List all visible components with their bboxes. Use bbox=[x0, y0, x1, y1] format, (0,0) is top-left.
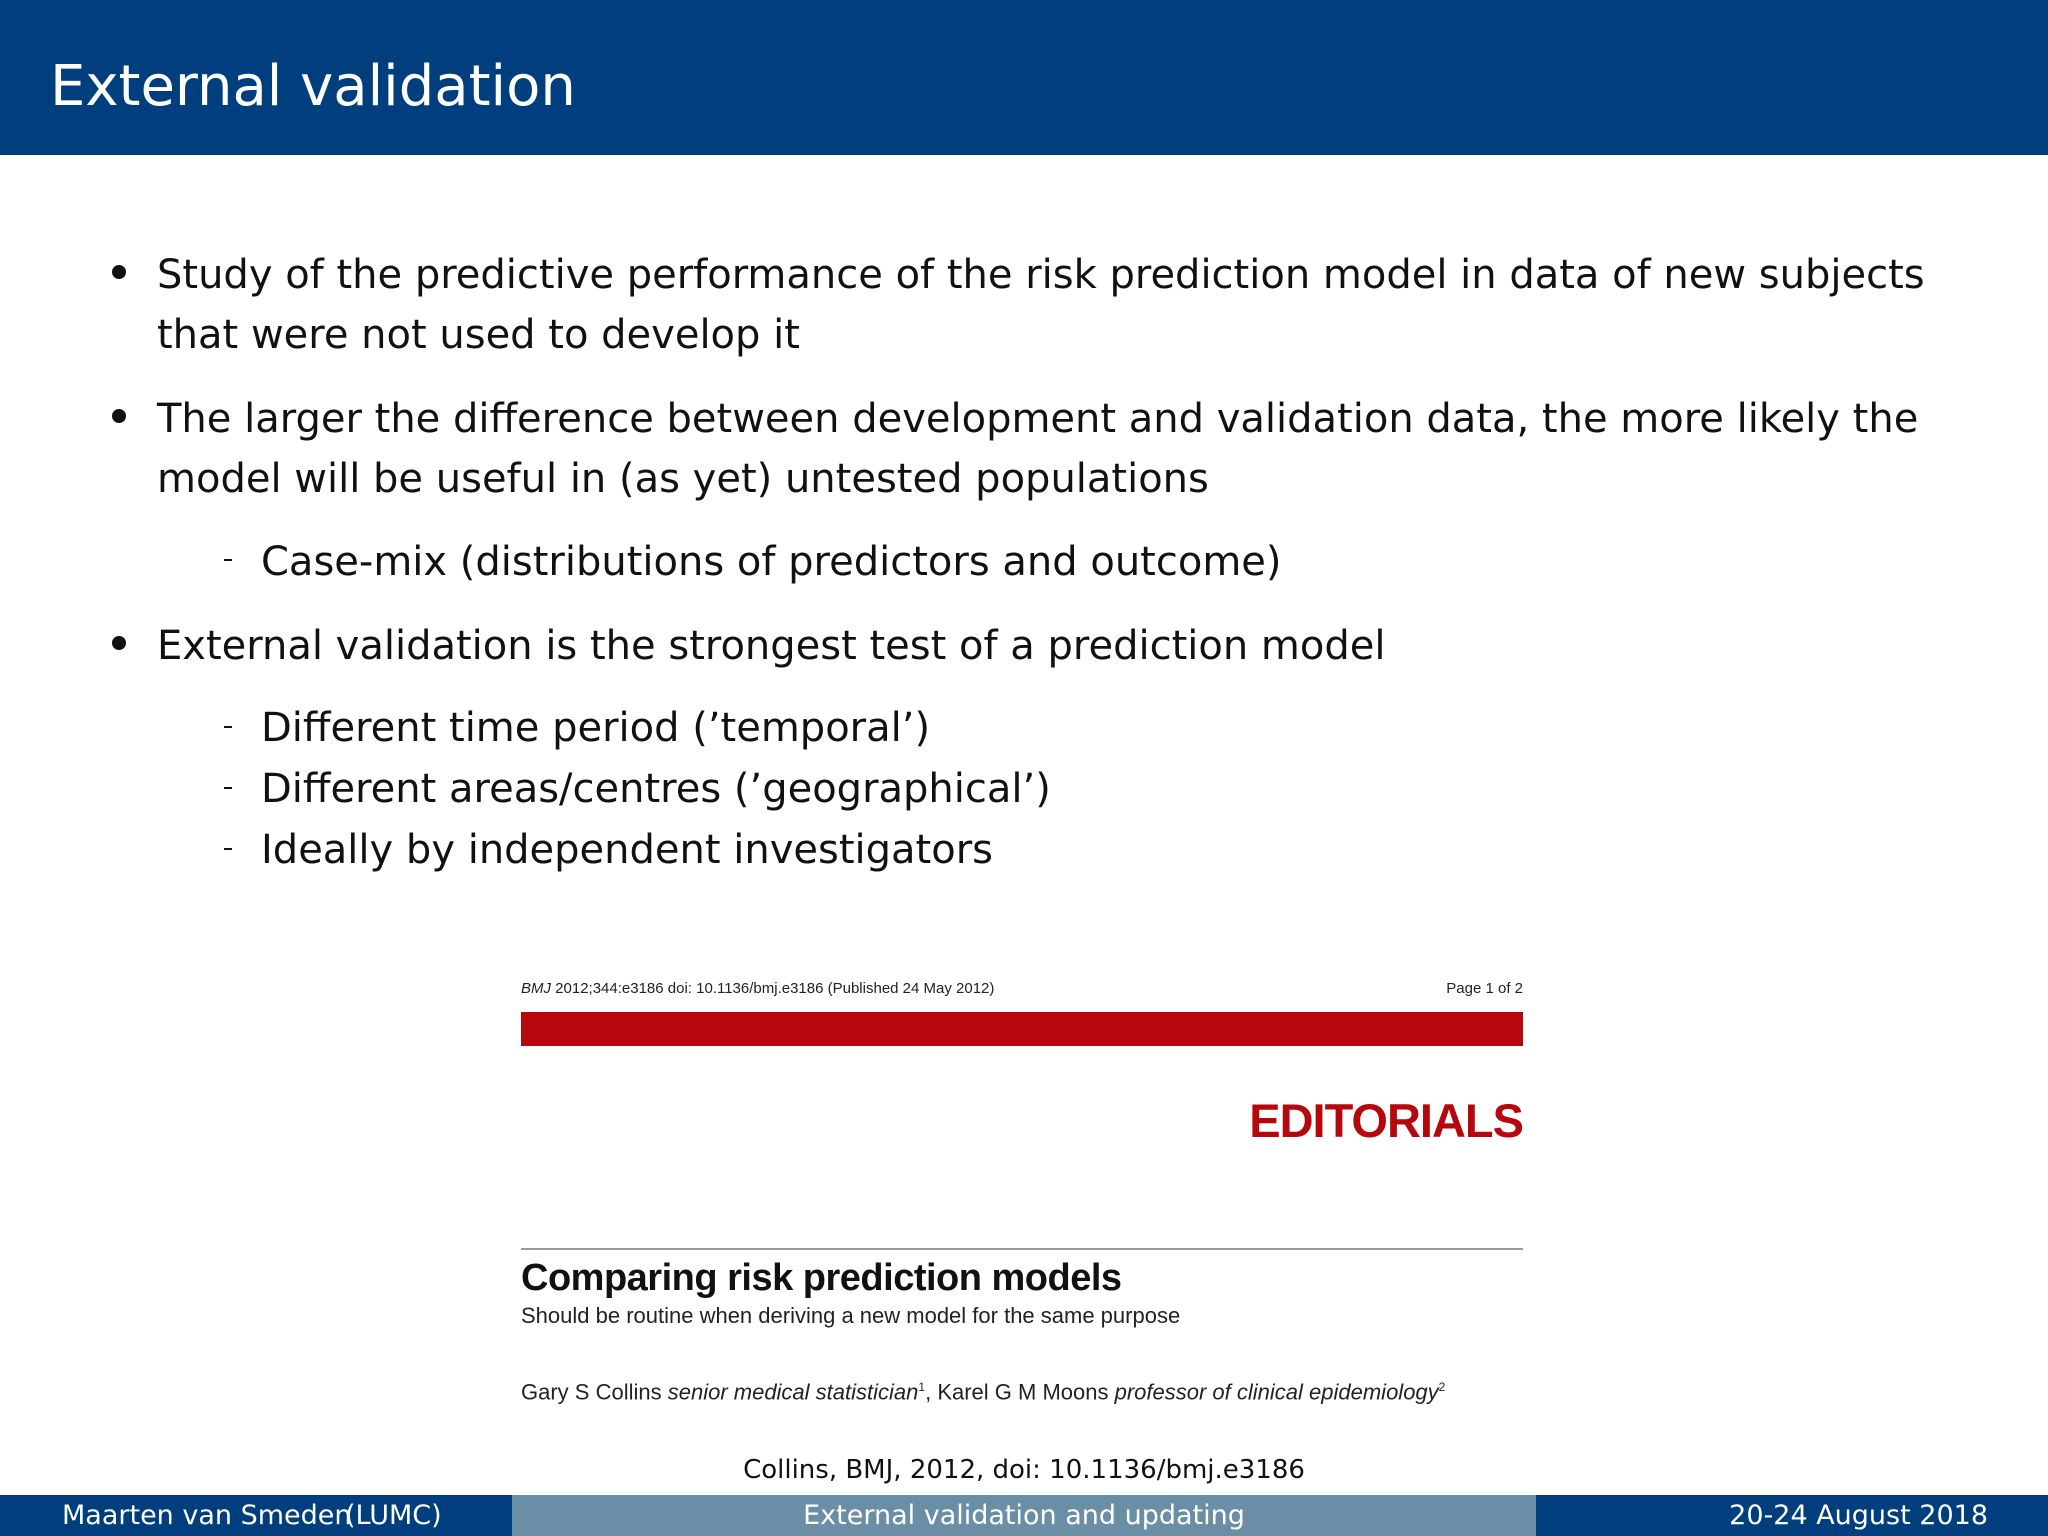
slide-title: External validation bbox=[50, 54, 576, 119]
author-2-affiliation: 2 bbox=[1438, 1380, 1446, 1394]
footer-date: 20-24 August 2018 bbox=[1729, 1500, 1988, 1531]
bullet-marker bbox=[112, 409, 126, 423]
bullet-3-sub-3: Ideally by independent investigators bbox=[261, 827, 993, 873]
article-header-details: 2012;344:e3186 doi: 10.1136/bmj.e3186 (Published 24 May 2012) bbox=[551, 980, 995, 997]
article-snapshot bbox=[521, 975, 1523, 1410]
footer-author: Maarten van Smeden bbox=[62, 1500, 352, 1531]
author-separator: , bbox=[925, 1379, 938, 1405]
figure-citation: Collins, BMJ, 2012, doi: 10.1136/bmj.e3186 bbox=[743, 1455, 1305, 1485]
sub-bullet-marker bbox=[224, 848, 232, 850]
bullet-marker bbox=[112, 636, 126, 650]
footer-institution: (LUMC) bbox=[345, 1500, 442, 1531]
author-2-role: professor of clinical epidemiology bbox=[1114, 1379, 1439, 1405]
article-journal-name: BMJ bbox=[521, 980, 551, 997]
footer-date-segment bbox=[1536, 1495, 2048, 1536]
author-2-name: Karel G M Moons bbox=[937, 1379, 1109, 1405]
article-header-citation bbox=[521, 980, 994, 998]
sub-bullet-marker bbox=[224, 787, 232, 789]
bullet-3-sub-2: Different areas/centres (’geographical’) bbox=[261, 766, 1051, 812]
article-authors bbox=[521, 1373, 1445, 1406]
article-subtitle: Should be routine when deriving a new model for the same purpose bbox=[521, 1303, 1181, 1328]
sub-bullet-marker bbox=[224, 559, 232, 561]
bullet-2-line-1: The larger the difference between development and validation data, the more likely the bbox=[157, 396, 1919, 442]
bullet-marker bbox=[112, 265, 126, 279]
author-1-name: Gary S Collins bbox=[521, 1379, 662, 1405]
article-section-label: EDITORIALS bbox=[1249, 1094, 1523, 1147]
footer-talk-title: External validation and updating bbox=[512, 1495, 1536, 1536]
author-1-role: senior medical statistician bbox=[667, 1379, 919, 1405]
slide-footer bbox=[0, 1495, 2048, 1536]
bullet-2-sub-1: Case-mix (distributions of predictors and outcome) bbox=[261, 539, 1282, 585]
bullet-1-line-2: that were not used to develop it bbox=[157, 312, 800, 358]
article-title: Comparing risk prediction models bbox=[521, 1257, 1122, 1299]
bullet-3-line-1: External validation is the strongest test of a prediction model bbox=[157, 623, 1386, 669]
author-1-affiliation: 1 bbox=[918, 1380, 926, 1394]
bullet-3-sub-1: Different time period (’temporal’) bbox=[261, 705, 931, 751]
sub-bullet-marker bbox=[224, 726, 232, 728]
article-divider bbox=[521, 1248, 1523, 1250]
footer-author-segment bbox=[0, 1495, 512, 1536]
bullet-2-line-2: model will be useful in (as yet) untested populations bbox=[157, 456, 1209, 502]
bullet-1-line-1: Study of the predictive performance of the risk prediction model in data of new subjects bbox=[157, 252, 1925, 298]
article-red-banner bbox=[521, 1012, 1523, 1046]
article-page-number: Page 1 of 2 bbox=[1446, 980, 1523, 997]
